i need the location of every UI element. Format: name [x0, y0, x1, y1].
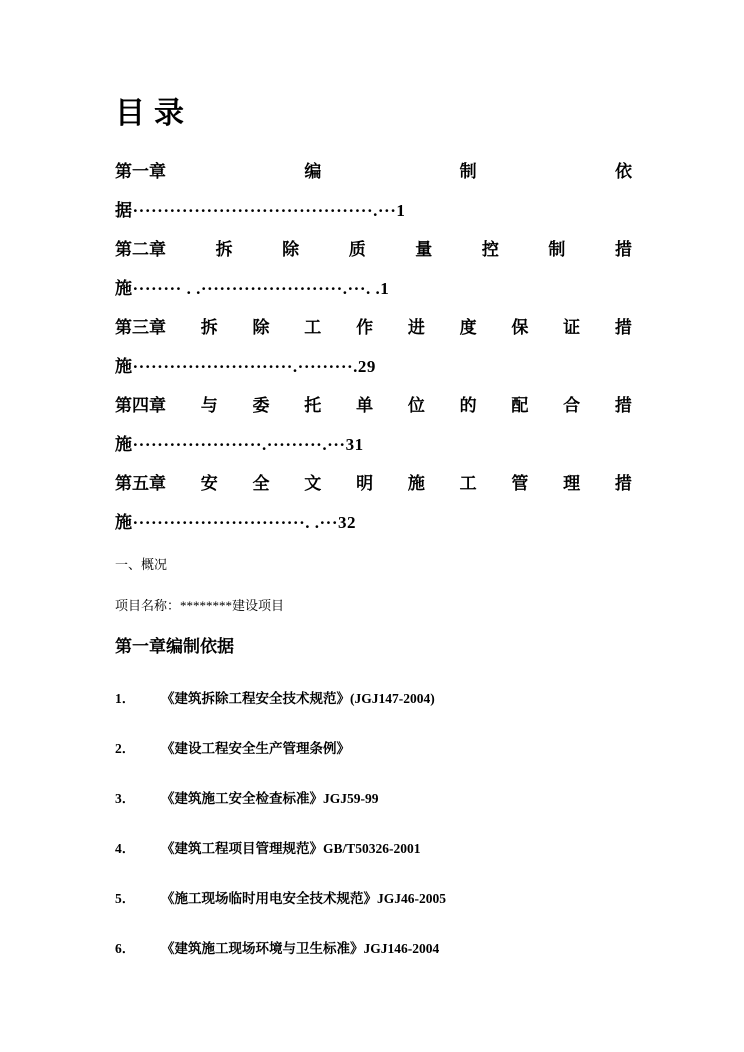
toc-entry-title — [115, 308, 632, 347]
toc-title-char: 除 — [252, 318, 270, 337]
toc-title-char: 保 — [511, 318, 529, 337]
reference-number: 2． — [115, 741, 136, 756]
reference-text: 《建筑工程项目管理规范》GB/T50326-2001 — [161, 841, 421, 856]
toc-title-char: 与 — [200, 396, 218, 415]
table-of-contents — [115, 152, 632, 542]
toc-chapter-number: 第二章 — [115, 240, 166, 259]
overview-heading: 一、概况 — [115, 557, 168, 572]
toc-title-char: 工 — [304, 318, 322, 337]
toc-title-char: 配 — [511, 396, 529, 415]
toc-title-char: 的 — [459, 396, 477, 415]
toc-title-char: 文 — [304, 474, 322, 493]
reference-item — [115, 890, 632, 908]
toc-entry-chapter4 — [115, 386, 632, 464]
toc-title-char: 措 — [614, 318, 632, 337]
toc-title-char: 拆 — [200, 318, 218, 337]
reference-number: 4． — [115, 841, 136, 856]
toc-title-char: 拆 — [215, 240, 233, 259]
toc-chapter-number: 第五章 — [115, 474, 166, 493]
toc-entry-chapter1 — [115, 152, 632, 230]
toc-title-char: 度 — [459, 318, 477, 337]
toc-title-char: 作 — [356, 318, 374, 337]
toc-title-char: 位 — [407, 396, 425, 415]
toc-title-char: 依 — [614, 162, 632, 181]
reference-number: 3． — [115, 791, 136, 806]
reference-item — [115, 940, 632, 958]
reference-number: 1． — [115, 691, 136, 706]
toc-title-char: 证 — [563, 318, 581, 337]
toc-title-char: 单 — [356, 396, 374, 415]
reference-text: 《建设工程安全生产管理条例》 — [161, 741, 350, 756]
toc-entry-leader: 施········ . .·······················.···. .1 — [115, 279, 390, 298]
toc-title-char: 措 — [614, 474, 632, 493]
toc-title-char: 施 — [407, 474, 425, 493]
toc-entry-leader: 施·····················.·········.···31 — [115, 435, 364, 454]
toc-title: 目录 — [115, 97, 193, 130]
reference-item — [115, 690, 632, 708]
toc-title-char: 托 — [304, 396, 322, 415]
reference-list — [115, 690, 632, 958]
reference-item — [115, 840, 632, 858]
toc-entry-chapter5 — [115, 464, 632, 542]
toc-title-char: 委 — [252, 396, 270, 415]
project-name-line: 项目名称：********建设项目 — [115, 598, 285, 613]
toc-title-char: 编 — [304, 162, 322, 181]
toc-title-char: 除 — [282, 240, 300, 259]
toc-title-char: 措 — [614, 396, 632, 415]
reference-text: 《施工现场临时用电安全技术规范》JGJ46-2005 — [161, 891, 446, 906]
toc-entry-title — [115, 230, 632, 269]
toc-chapter-number: 第四章 — [115, 396, 166, 415]
toc-title-char: 全 — [252, 474, 270, 493]
reference-item — [115, 740, 632, 758]
toc-entry-leader: 施··························.·········.29 — [115, 357, 376, 376]
toc-entry-title — [115, 464, 632, 503]
toc-entry-leader: 施····························. .···32 — [115, 513, 357, 532]
reference-text: 《建筑拆除工程安全技术规范》(JGJ147-2004) — [161, 691, 435, 706]
reference-number: 5． — [115, 891, 136, 906]
toc-title-char: 质 — [348, 240, 366, 259]
reference-number: 6． — [115, 941, 136, 956]
toc-title-char: 量 — [415, 240, 433, 259]
toc-title-char: 控 — [481, 240, 499, 259]
toc-entry-chapter2 — [115, 230, 632, 308]
toc-title-char: 制 — [459, 162, 477, 181]
toc-title-char: 制 — [548, 240, 566, 259]
toc-title-char: 明 — [356, 474, 374, 493]
toc-title-char: 合 — [563, 396, 581, 415]
toc-chapter-number: 第三章 — [115, 318, 166, 337]
toc-chapter-number: 第一章 — [115, 162, 166, 181]
toc-title-char: 理 — [563, 474, 581, 493]
toc-entry-chapter3 — [115, 308, 632, 386]
toc-entry-title — [115, 386, 632, 425]
toc-title-char: 进 — [407, 318, 425, 337]
reference-item — [115, 790, 632, 808]
chapter1-heading: 第一章编制依据 — [115, 637, 234, 656]
toc-entry-leader: 据·······································.···1 — [115, 201, 406, 220]
reference-text: 《建筑施工现场环境与卫生标准》JGJ146-2004 — [161, 941, 440, 956]
toc-title-char: 安 — [200, 474, 218, 493]
reference-text: 《建筑施工安全检查标准》JGJ59-99 — [161, 791, 379, 806]
toc-title-char: 措 — [614, 240, 632, 259]
toc-title-char: 工 — [459, 474, 477, 493]
toc-title-char: 管 — [511, 474, 529, 493]
toc-entry-title — [115, 152, 632, 191]
